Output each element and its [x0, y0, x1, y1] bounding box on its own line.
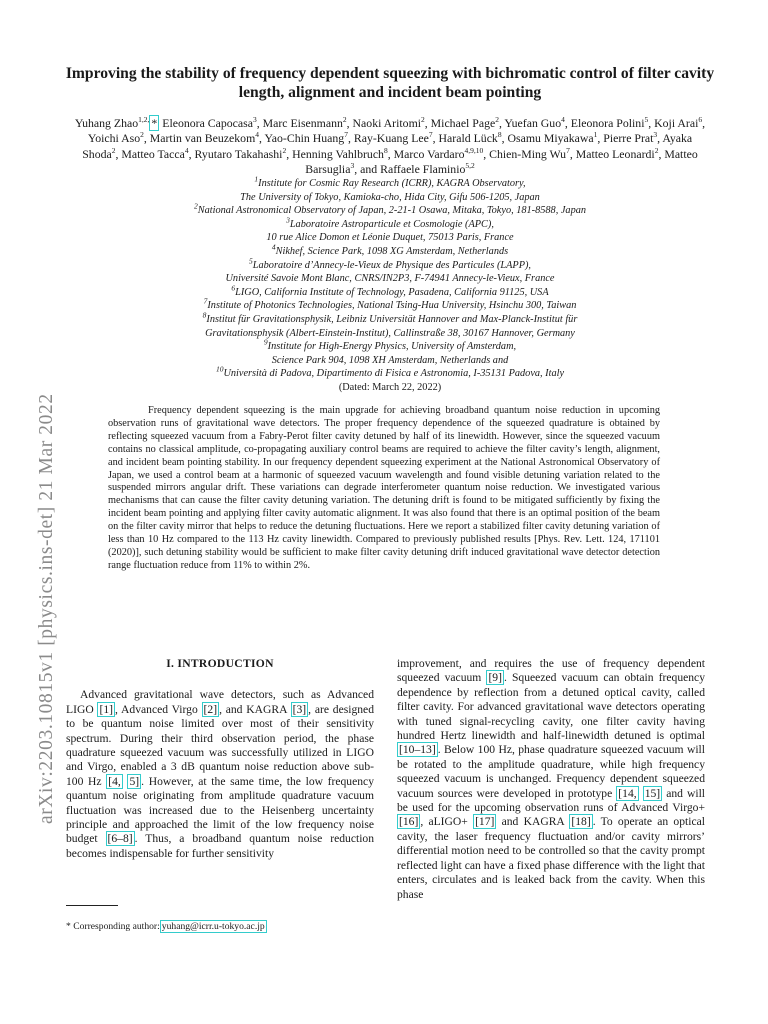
author-list: Yuhang Zhao$^{1,2,}$ * Eleonora Capocasa$^3$, Marc Eisenmann$^2$, Naoki Aritomi$^2$, Michael Page$^2$, Yuefan Guo$^4$, Eleonora Polini$^5$, Koji Arai$^6$, Yoichi Aso$^2$, Martin van Beuzekom$^4$, Yao-Chin Huang$^7$, Ray-Kuang Lee$^7$, Harald Lück$^8$, Osamu Miyakawa$^1$, Pierre Prat$^3$, Ayaka Shoda$^2$, Matteo Tacca$^4$, Ryutaro Takahashi$^2$, Henning Vahlbruch$^8$, Marco Vardaro$^{4,9,10}$, Chien-Ming Wu$^7$, Matteo Leonardi$^2$, Matteo Barsuglia$^3$, and Raffaele Flaminio$^{5,2}$: [74, 115, 706, 177]
right-column: [397, 657, 705, 902]
footnote-label: * Corresponding author:: [66, 921, 160, 932]
affiliations: $^1$Institute for Cosmic Ray Research (ICRR), KAGRA Observatory, The University of Tokyo, Kamioka-cho, Hida City, Gifu 506-1205, Japan $^2$National Astronomical Observatory of Japan, 2-21-1 Osawa, Mitaka, Tokyo, 181-8588, Japan $^3$Laboratoire Astroparticule et Cosmologie (APC), 10 rue Alice Domon et Léonie Duquet, 75013 Paris, France $^4$Nikhef, Science Park, 1098 XG Amsterdam, Netherlands $^5$Laboratoire d’Annecy-le-Vieux de Physique des Particules (LAPP), Université Savoie Mont Blanc, CNRS/IN2P3, F-74941 Annecy-le-Vieux, France $^6$LIGO, California Institute of Technology, Pasadena, California 91125, USA $^7$Institute of Photonics Technologies, National Tsing-Hua University, Hsinchu 300, Taiwan $^8$Institut für Gravitationsphysik, Leibniz Universität Hannover and Max-Planck-Institut für Gravitationsphysik (Albert-Einstein-Institut), Callinstraße 38, 30167 Hannover, Germany $^9$Institute for High-Energy Physics, University of Amsterdam, Science Park 904, 1098 XH Amsterdam, Netherlands and $^{10}$Università di Padova, Dipartimento di Fisica e Astronomia, I-35131 Padova, Italy (Dated: March 22, 2022): [193, 174, 587, 393]
section-heading: I. INTRODUCTION: [166, 657, 274, 670]
abstract: Frequency dependent squeezing is the main upgrade for achieving broadband quantum noise reduction in upcoming observation runs of gravitational wave detectors. The proper frequency dependence of the squeezed quadrature is obtained by reflecting squeezed vacuum from a Fabry-Perot filter cavity detuned by half of its linewidth. However, since the squeezed vacuum contains no classical amplitude, co-propagating auxiliary control beams are required to achieve the filter cavity’s length, alignment, and incident beam pointing stability. In our frequency dependent squeezing experiment at the National Astronomical Observatory of Japan, we used a control beam at a harmonic of squeezed vacuum wavelength and found visible detuning variation related to the suspended mirrors angular drift. These variations can degrade interferometer quantum noise reduction. We investigated various mechanisms that can cause the filter cavity detuning variation. The detuning drift is found to be mitigated sufficiently by fixing the incident beam pointing and applying filter cavity automatic alignment. It was also found that there is an optimal position of the beam on the filter cavity mirror that helps to reduce the detuning fluctuations. Here we report a stabilized filter cavity detuning variation of less than 10 Hz compared to the 113 Hz cavity linewidth. Compared to previously published results [Phys. Rev. Lett. 124, 171101 (2020)], such detuning stability would be sufficient to make filter cavity detuning drift induced gravitational wave detector detection range fluctuation reduce from 11% to within 2%.: [108, 405, 660, 571]
arxiv-sidebar-stamp: [0, 0, 56, 1024]
paper-title: Improving the stability of frequency dependent squeezing with bichromatic control of filter cavity length, alignment and incident beam pointing: [65, 65, 715, 101]
email-link[interactable]: yuhang@icrr.u-tokyo.ac.jp: [161, 921, 265, 932]
intro-paragraph-right: improvement, and requires the use of frequency dependent squeezed vacuum [9] . Squeezed vacuum can obtain frequency dependence by reflection from a detuned optical cavity, called filter cavity. For advanced gravitational wave detectors operating with tuned signal-recycling cavity, one filter cavity having hundred Hertz linewidth and half-linewidth detuned is optimal [10–13] . Below 100 Hz, phase quadrature squeezed vacuum will be rotated to the amplitude quadrature, while high frequency squeezed vacuum is unchanged. Frequency dependent squeezed vacuum sources were developed in prototype [14, 15] and will be used for the upcoming observation runs of Advanced Virgo+ [16] , aLIGO+ [17] and KAGRA [18] . To operate an optical cavity, the laser frequency fluctuation and/or cavity mirrors’ differential motion need to be controlled so that the cavity prompt reflected light can have a fixed phase difference with the light that enters, circulates and is leaked back from the cavity. When this phase: [397, 657, 706, 901]
intro-paragraph-left: Advanced gravitational wave detectors, such as Advanced LIGO [1] , Advanced Virgo [2] , and KAGRA [3] , are designed to be quantum noise limited over most of their sensitivity spectrum. During their third observation period, the phase quadrature squeezed vacuum was successfully utilized in LIGO and Virgo, enabled a 3 dB quantum noise reduction above sub-100 Hz [4, 5] . However, at the same time, the low frequency quantum noise originating from amplitude quadrature vacuum fluctuation was increased due to the Heisenberg uncertainty principle and approached the limit of the low frequency noise budget [6–8] . Thus, a broadband quantum noise reduction becomes indispensable for further sensitivity: [66, 688, 375, 860]
left-column: [66, 657, 374, 861]
footnote-rule: [66, 905, 118, 906]
arxiv-identifier: arXiv:2203.10815v1 [physics.ins-det] 21 Mar 2022: [36, 393, 57, 824]
footnote: [66, 921, 267, 932]
